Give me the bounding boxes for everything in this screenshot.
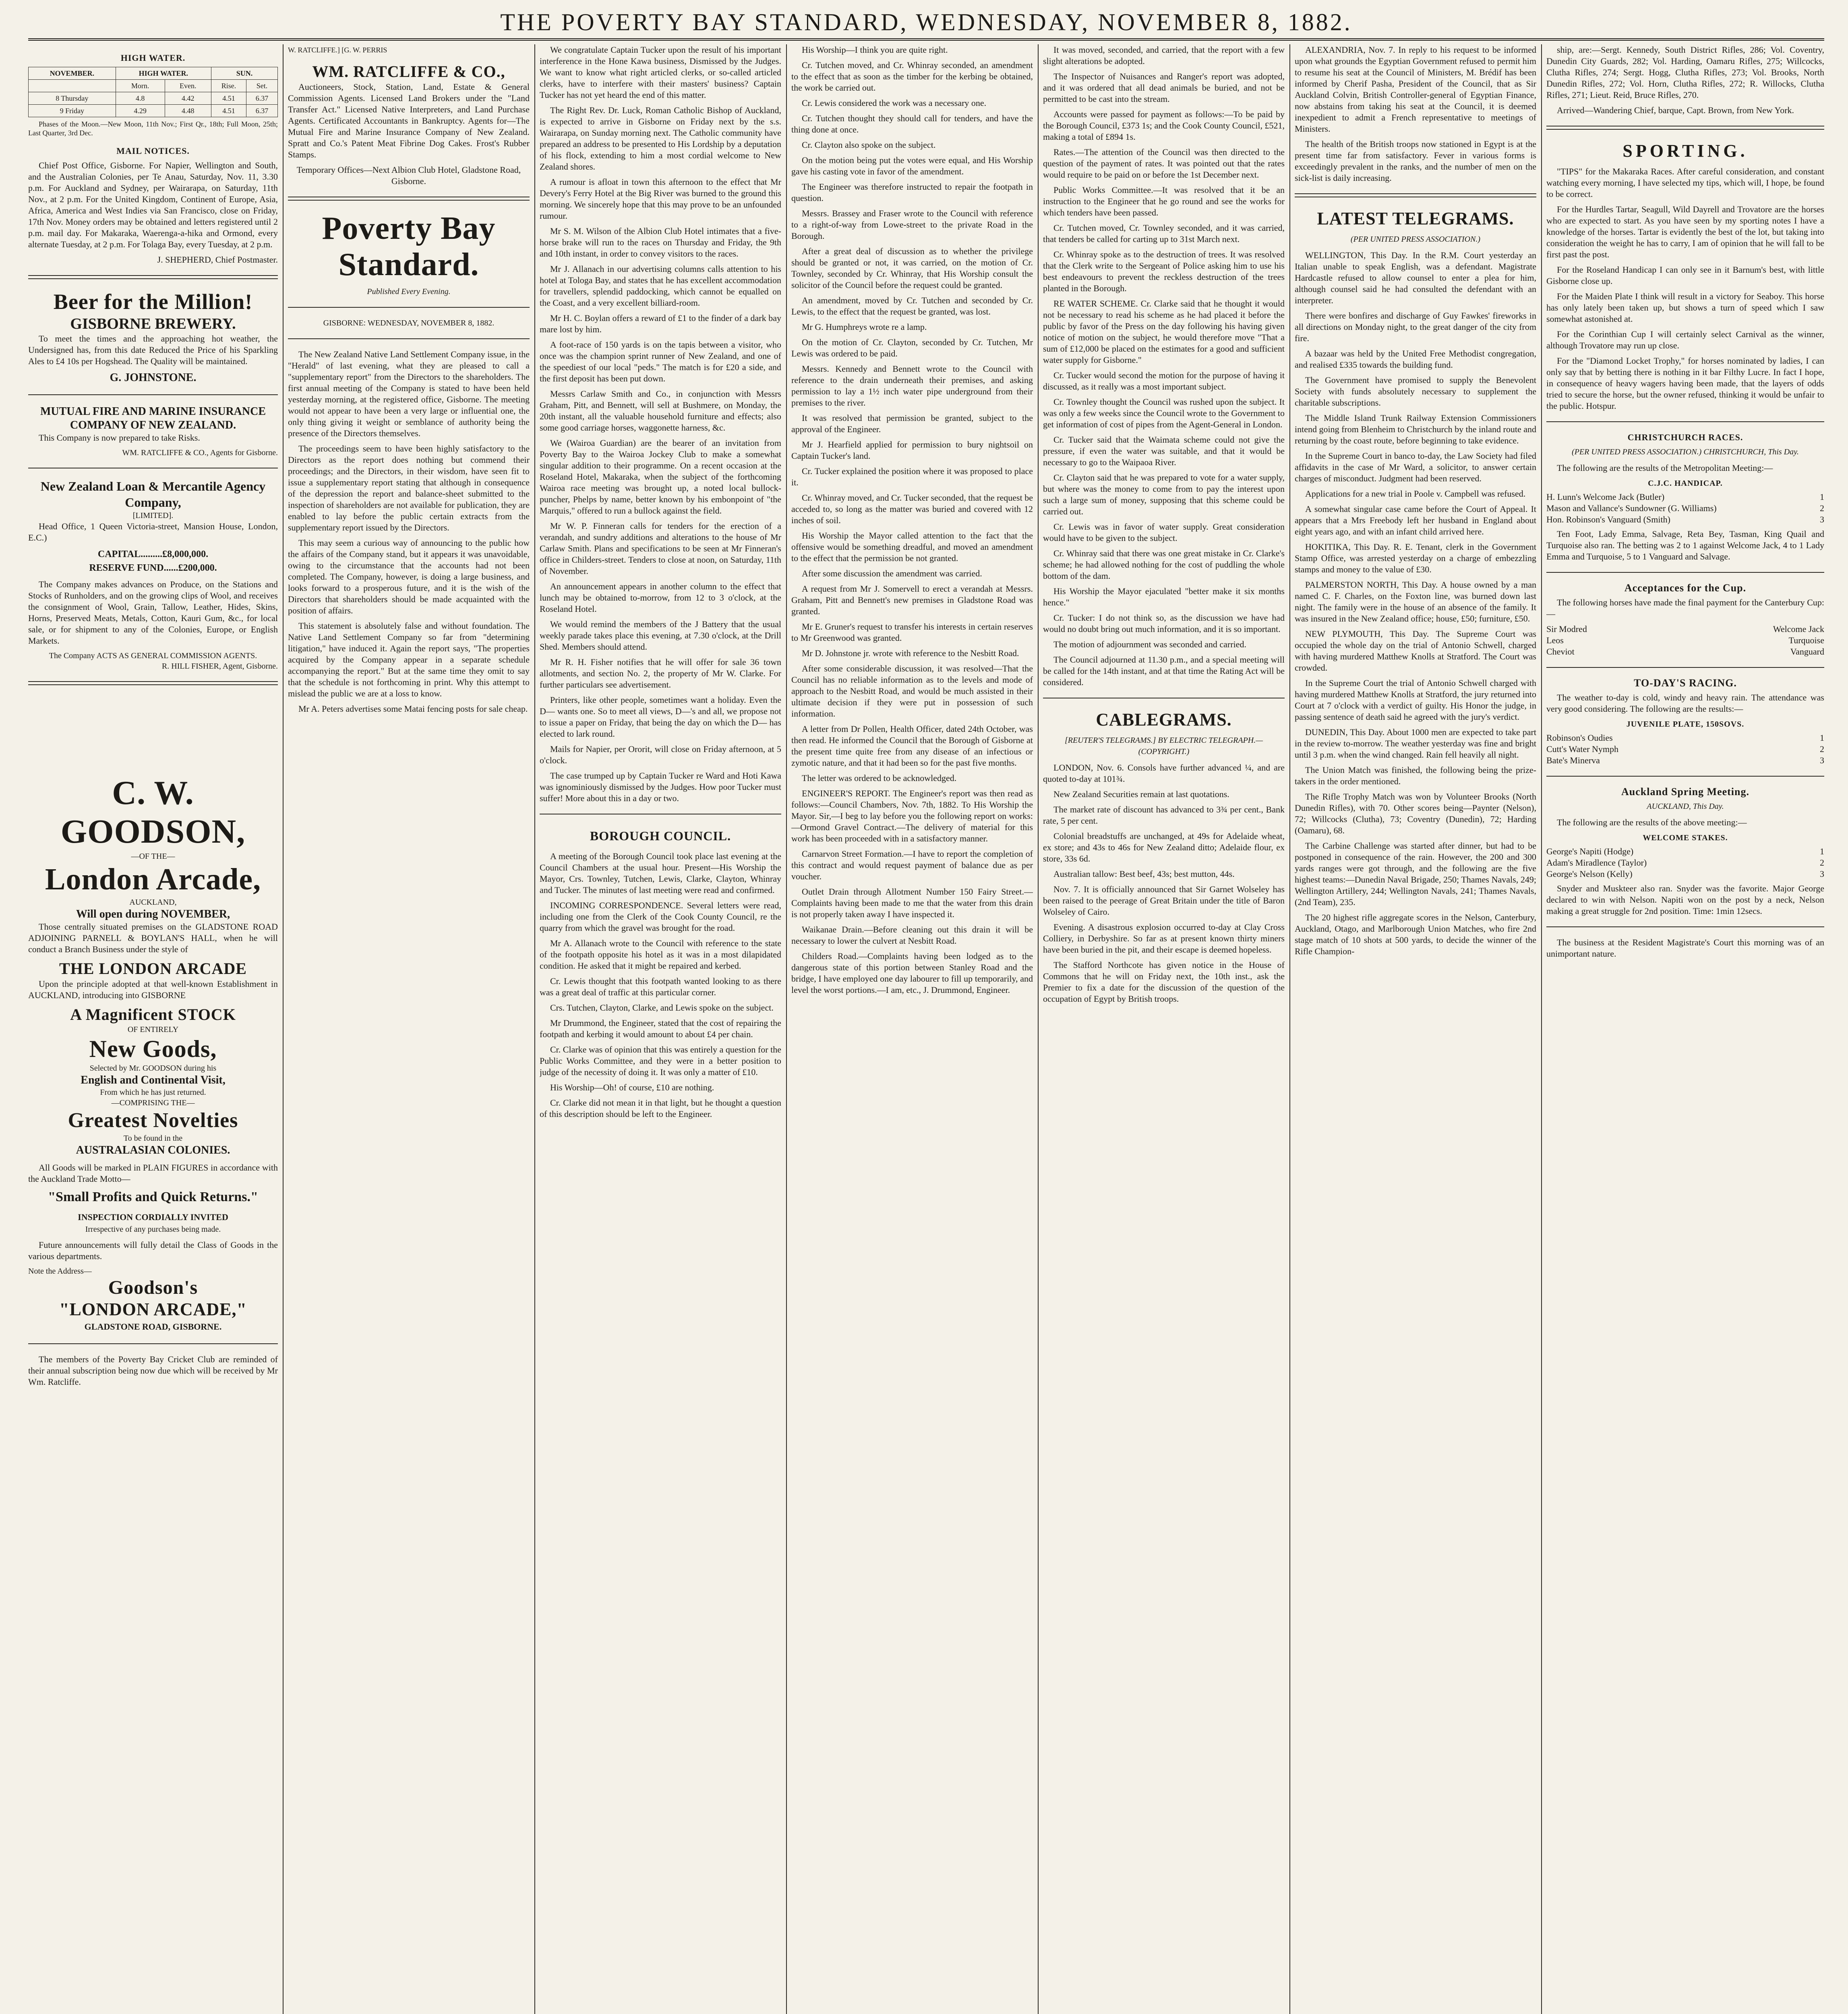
borough-paragraph: Cr. Tucker explained the position where it was proposed to place it.: [791, 466, 1033, 487]
telegram-paragraph: In the Supreme Court the trial of Antonio Schwell charged with having murdered Matthew Knolls at Stratford, the jury returned into Court at 7 o'clock with a verdict of guilty. His Honor the judge, in passing sentence of death said he agreed with the jury's verdict.: [1295, 678, 1536, 722]
sporting-paragraph: For the "Diamond Locket Trophy," for horses nominated by ladies, I can only say that by betting there is nothing in it bar Filthy Lucre. In fact I hope, in consequence of heavy wagers having been made, that the layers of odds tried to secure the horse, but the owner refused, thinking it would be unfair to the public. Hotspur.: [1546, 356, 1824, 411]
goodson-plain: All Goods will be marked in PLAIN FIGURES in accordance with the Auckland Trade Motto—: [28, 1162, 278, 1184]
goodson-ad: [28, 774, 278, 1334]
race-result: [1546, 755, 1824, 766]
borough-paragraph: Mr Drummond, the Engineer, stated that the cost of repairing the footpath and kerbing it would amount to about £4 per chain.: [540, 1018, 781, 1039]
column-rule: [1541, 44, 1542, 2014]
leader-paragraph: The proceedings seem to have been highly satisfactory to the Directors as the report does nothing but commend their proceedings; and the Directors, in their wisdom, have seen fit to issue a supplementary report stating that although in consequence of the depression the report and balance-sheet submitted to the inspection of shareholders are not available for publication, they are enabled to lay before the public certain extracts from the supplementary report issued by the Directors.: [288, 443, 530, 533]
borough-paragraph: Messrs. Kennedy and Bennett wrote to the Council with reference to the drain underneath their premises, and asking permission to lay a 1½ inch water pipe underground from their premises to the river.: [791, 364, 1033, 408]
divider: [1546, 667, 1824, 668]
race-result: [1546, 732, 1824, 744]
tide-cell: 6.37: [246, 92, 277, 105]
telegram-paragraph: HOKITIKA, This Day. R. E. Tenant, clerk in the Government Stamp Office, was arrested yesterday on a charge of embezzling stamps and money to the value of £30.: [1295, 542, 1536, 574]
news-paragraph: Mr J. Allanach in our advertising columns calls attention to his hotel at Tologa Bay, and states that he has excellent accommodation for travellers, splendid paddocking, which cannot be equalled on the Coast, and a very excellent billiard-room.: [540, 264, 781, 308]
cablegrams-sub: [REUTER'S TELEGRAMS.] BY ELECTRIC TELEGRAPH.—(COPYRIGHT.): [1064, 736, 1263, 756]
news-paragraph: The case trumped up by Captain Tucker re Ward and Hoti Kawa was ignominiously dismissed by the Judges. How poor Tucker must suffer! More about this in a day or two.: [540, 771, 781, 803]
telegram-paragraph: The Rifle Trophy Match was won by Volunteer Brooks (North Dunedin Rifles), with 70. Other scores being—Paynter (Nelson), 72; Willcocks (Clutha), 73; Coventry (Dunedin), 72; Harding (Oamaru), 68.: [1295, 792, 1536, 835]
telegram-paragraph: PALMERSTON NORTH, This Day. A house owned by a man named C. F. Charles, on the Foxton line, was burned down last night. The family were in the house of an absence of the family. It was insured in the New Zealand office; house, £50; furniture, £50.: [1295, 580, 1536, 624]
tide-day: Friday: [65, 107, 85, 115]
borough-paragraph: A meeting of the Borough Council took place last evening at the Council Chambers at the usual hour. Present—His Worship the Mayor, Crs. Townley, Tutchen, Lewis, Clarke, Clayton, Whinray and Tucker. The minutes of last meeting were read and confirmed.: [540, 851, 781, 895]
borough-paragraph: Mr G. Humphreys wrote re a lamp.: [802, 322, 927, 332]
final-paragraph: The business at the Resident Magistrate's Court this morning was of an unimportant nature.: [1546, 937, 1824, 959]
tide-table: [28, 67, 278, 117]
news-paragraph: Messrs Carlaw Smith and Co., in conjunction with Messrs Graham, Pitt, and Bennett, will sell at Bushmere, on Monday, the 20th instant, all the valuable household furniture and effects; also some good carriage horses, waggonette harness, &c.: [540, 389, 781, 433]
tide-cell: 4.8: [116, 92, 165, 105]
telegram-paragraph: A bazaar was held by the United Free Methodist congregation, and realised £335 towards the building fund.: [1295, 348, 1536, 370]
goodson-comprising: —COMPRISING THE—: [111, 1098, 195, 1107]
borough-paragraph: Mr D. Johnstone jr. wrote with reference to the Nesbitt Road.: [802, 648, 1019, 658]
nzlm-reserve: RESERVE FUND......£200,000.: [89, 563, 217, 573]
tide-col-high: HIGH WATER.: [116, 67, 211, 80]
race-note: Snyder and Muskteer also ran. Snyder was the favorite. Major George declared to win with Nelson. Napiti won on the post by a neck, Nelson making a great struggle for 2nd position. Time: 1min 12secs.: [1546, 883, 1824, 916]
auckland-sub: AUCKLAND, This Day.: [1647, 802, 1724, 811]
race-note: Ten Foot, Lady Emma, Salvage, Reta Bey, Tasman, King Quail and Turquoise also ran. The betting was 2 to 1 against Welcome Jack, 4 to 1 Lady Emma and Turquoise, 5 to 1 Vanguard and Salvage.: [1546, 529, 1824, 562]
placing: 3: [1820, 514, 1824, 524]
borough-paragraph: A letter from Dr Pollen, Health Officer, dated 24th October, was then read. He informed the Council that the Borough of Gisborne at the present time quite free from any disease of an infectious or zymotic nature, and that it had been so for the past five months.: [791, 724, 1033, 768]
leader-paragraph: The New Zealand Native Land Settlement Company issue, in the "Herald" of last evening, what they are pleased to call a "supplementary report" from the Directors to the shareholders. The first annual meeting of the Company is stated to have been held yesterday morning, at the registered office, Gisborne. The meeting would not appear to have been a very large or influential one, the only thing giving it weight or semblance of authority being the presence of the Directors themselves.: [288, 349, 530, 438]
leader-paragraph: This statement is absolutely false and without foundation. The Native Land Settlement Company so far from "determining litigation," have induced it. Again the report says, "The properties acquired by the Company appear in a separate schedule accompanying the report." But at the same time they omit to say that the schedule is not forthcoming in print. Why this attempt to mislead the public we are at a loss to know.: [288, 621, 530, 698]
moon-phases: Phases of the Moon.—New Moon, 11th Nov.; First Qr., 18th; Full Moon, 25th; Last Quarter, 3rd Dec.: [28, 120, 278, 137]
auckland-intro: The following are the results of the above meeting:—: [1557, 817, 1747, 827]
goodson-london: THE LONDON ARCADE: [59, 959, 247, 978]
goodson-arcade: London Arcade,: [45, 862, 261, 896]
ratcliffe-header: W. RATCLIFFE.] [G. W. PERRIS: [288, 46, 387, 54]
masthead-title: THE POVERTY BAY STANDARD, WEDNESDAY, NOVEMBER 8, 1882.: [500, 9, 1352, 35]
christchurch-intro: The following are the results of the Metropolitan Meeting:—: [1557, 463, 1773, 473]
tide-sub-blank: [29, 80, 116, 92]
race-result: [1546, 503, 1824, 514]
telegram-paragraph: The Union Match was finished, the following being the prize-takers in the order mentioned.: [1295, 765, 1536, 786]
brewer-name: G. JOHNSTONE.: [110, 371, 197, 384]
column-rule: [1038, 44, 1039, 2014]
borough-paragraph: The Engineer was therefore instructed to repair the footpath in question.: [791, 182, 1033, 203]
tide-row: [29, 92, 278, 105]
placing: 2: [1820, 744, 1824, 754]
column-3: [540, 44, 781, 2014]
latest-heading: LATEST TELEGRAMS.: [1317, 209, 1514, 228]
borough-paragraph: Cr. Tucker would second the motion for the purpose of having it discussed, as it really was a most important subject.: [1043, 370, 1285, 392]
telegram-paragraph: In the Supreme Court in banco to-day, the Law Society had filed affidavits in the case of Mr Ward, a solicitor, to answer certain charges of misconduct. Judgment had been reserved.: [1295, 451, 1536, 483]
mail-text: Chief Post Office, Gisborne. For Napier, Wellington and South, and the Australian Colonies, per Te Anau, Saturday, Nov. 11, 3.30 p.m. For Auckland and Sydney, per Wairarapa, on Saturday, 11th Nov., at 2 p.m. For the United Kingdom, Continent of Europe, Asia, Africa, America and West Indies via San Francisco, close on Friday, 17th Nov. Money orders may be obtained and letters registered until 2 p.m. mail day. For Makaraka, Waerenga-a-hika and Ormond, every alternate Tuesday, at 2 p.m. For Tolaga Bay, every Tuesday, at 2 p.m.: [28, 160, 278, 249]
masthead: [28, 6, 1824, 41]
borough-paragraph: Outlet Drain through Allotment Number 150 Fairy Street.—Complaints having been made to me that the water from this drain is not properly taken away I have inspected it.: [791, 887, 1033, 919]
horse: Welcome Jack: [1773, 624, 1824, 634]
tide-cell: 6.37: [246, 105, 277, 117]
divider: [28, 394, 278, 395]
borough-paragraph: The Council adjourned at 11.30 p.m., and a special meeting will be called for the 14th instant, and at that time the Rating Act will be considered.: [1043, 655, 1285, 687]
column-rule: [786, 44, 787, 2014]
goodson-address: Note the Address—: [28, 1267, 92, 1276]
horse: Turquoise: [1788, 635, 1824, 645]
ratcliffe-ad: [288, 62, 530, 187]
leader-paragraph: This may seem a curious way of announcing to the public how the affairs of the Company stand, but it appears it was unavoidable, owing to the circumstance that the accounts had not been completed. The Company, however, is doing a large business, and looks forward to a prosperous future, and it is the wish of the Directors that shareholders should be made acquainted with the position of affairs.: [288, 538, 530, 615]
borough-paragraph: His Worship the Mayor called attention to the fact that the offensive would be something dreadful, and moved an amendment to the effect that the permission be not granted.: [791, 530, 1033, 563]
borough-paragraph: Cr. Clayton also spoke on the subject.: [802, 140, 936, 150]
goodson-motto: "Small Profits and Quick Returns.": [48, 1189, 258, 1204]
goodson-text: Those centrally situated premises on the GLADSTONE ROAD ADJOINING PARNELL & BOYLAN'S HALL, when he will conduct a Branch Business under the style of: [28, 922, 278, 954]
published-line: Published Every Evening.: [367, 287, 451, 296]
goodson-text2: Upon the principle adopted at that well-known Establishment in AUCKLAND, introducing into GISBORNE: [28, 979, 278, 1000]
insurance-title: MUTUAL FIRE AND MARINE INSURANCE COMPANY OF NEW ZEALAND.: [40, 405, 266, 431]
divider: [28, 681, 278, 685]
goodson-novelties: Greatest Novelties: [68, 1109, 238, 1132]
paper-name: Poverty Bay Standard.: [322, 211, 496, 282]
telegram-paragraph: WELLINGTON, This Day. In the R.M. Court yesterday an Italian unable to speak English, was a defendant. Magistrate Hardcastle refused to allow counsel to enter a plea for him, although counsel said he had consulted the defendant with an interpreter.: [1295, 250, 1536, 305]
borough-paragraph: Cr. Clarke was of opinion that this was entirely a question for the Public Works Committee, and they were in a better position to judge of the necessity of doing it. It was only a matter of £10.: [540, 1044, 781, 1077]
cable-paragraph: Australian tallow: Best beef, 43s; best mutton, 44s.: [1053, 869, 1235, 879]
nzlm-office: Head Office, 1 Queen Victoria-street, Mansion House, London, E.C.): [28, 521, 278, 543]
borough-paragraph: Mr E. Gruner's request to transfer his interests in certain reserves to Mr Greenwood was granted.: [791, 622, 1033, 643]
mail-signature: J. SHEPHERD, Chief Postmaster.: [157, 255, 278, 265]
divider: [288, 338, 530, 339]
borough-paragraph: His Worship—Oh! of course, £10 are nothing.: [550, 1082, 714, 1092]
cable-paragraph: New Zealand Securities remain at last quotations.: [1053, 789, 1229, 799]
divider: [1546, 421, 1824, 422]
nzlm-agent: R. HILL FISHER, Agent, Gisborne.: [161, 662, 278, 671]
tide-cell: 4.48: [165, 105, 211, 117]
horse: Sir Modred: [1546, 624, 1587, 634]
placing: 1: [1820, 846, 1824, 856]
column-4: [791, 44, 1033, 2014]
goodson-new: New Goods,: [89, 1036, 217, 1062]
horse: Leos: [1546, 635, 1564, 645]
tide-col-sun: SUN.: [211, 67, 278, 80]
borough-paragraph: Cr. Tutchen moved, and Cr. Whinray seconded, an amendment to the effect that as soon as the timber for the kerbing be obtained, the work be carried out.: [791, 60, 1033, 93]
borough-paragraph: After a great deal of discussion as to whether the privilege should be granted or not, it was carried, on the motion of Cr. Townley, seconded by Cr. Whinray, that His Worship consult the solicitor of the Council before the request could be granted.: [791, 246, 1033, 290]
borough-paragraph: Public Works Committee.—It was resolved that it be an instruction to the Engineer that he go round and see the works for which tenders have been passed.: [1043, 185, 1285, 218]
cable-paragraph: Evening. A disastrous explosion occurred to-day at Clay Cross Colliery, in Derbyshire. So far as at present known thirty miners have been buried in the pit, and their escape is deemed hopeless.: [1043, 922, 1285, 955]
cup-row: [1546, 646, 1824, 657]
cable-paragraph: LONDON, Nov. 6. Consols have further advanced ¼, and are quoted to-day at 101¾.: [1043, 763, 1285, 784]
borough-paragraph: Cr. Tucker: I do not think so, as the discussion we have had would no doubt bring out much information, and it is so important.: [1043, 613, 1285, 634]
horse: Hon. Robinson's Vanguard (Smith): [1546, 514, 1670, 524]
nzlm-ad: [28, 478, 278, 671]
news-paragraph: Mr H. C. Boylan offers a reward of £1 to the finder of a dark bay mare lost by him.: [540, 313, 781, 334]
cablegrams-heading: CABLEGRAMS.: [1096, 710, 1232, 729]
race-result: [1546, 491, 1824, 503]
borough-paragraph: A request from Mr J. Somervell to erect a verandah at Messrs. Graham, Pitt and Bennett's new premises in Gladstone Road was granted.: [791, 584, 1033, 616]
goodson-colonies: AUSTRALASIAN COLONIES.: [76, 1144, 230, 1156]
sporting-paragraph: "TIPS" for the Makaraka Races. After careful consideration, and constant watching every morning, I have selected my tips, which will, I hope, be found to be correct.: [1546, 166, 1824, 199]
placing: 2: [1820, 858, 1824, 868]
placing: 1: [1820, 492, 1824, 502]
sporting-paragraph: For the Roseland Handicap I can only see in it Barnum's best, with little Gisborne close up.: [1546, 265, 1824, 286]
news-paragraph: An announcement appears in another column to the effect that lunch may be obtained to-morrow, from 12 to 3 o'clock, at the Roseland Hotel.: [540, 581, 781, 614]
borough-paragraph: INCOMING CORRESPONDENCE. Several letters were read, including one from the Clerk of the Cook County Council, re the quarry from which the gravel was brought for the road.: [540, 900, 781, 933]
borough-paragraph: His Worship—I think you are quite right.: [802, 45, 948, 55]
goodson-open: Will open during NOVEMBER,: [76, 908, 230, 920]
borough-paragraph: Cr. Clayton said that he was prepared to vote for a water supply, but where was the money to come from to pay the interest upon such a large sum of money, supposing that this scheme could be carried out.: [1043, 472, 1285, 516]
goodson-footer-name: Goodson's: [108, 1277, 198, 1298]
placing: 1: [1820, 733, 1824, 743]
telegram-paragraph: There were bonfires and discharge of Guy Fawkes' fireworks in all directions on Monday night, to the great danger of the city from fire.: [1295, 311, 1536, 343]
column-rule: [1289, 44, 1290, 2014]
tide-month: NOVEMBER.: [29, 67, 116, 80]
news-paragraph: Mr W. P. Finneran calls for tenders for the erection of a verandah, and sundry additions and alterations to the house of Mr Carlaw Smith. Plans and specifications to be seen at Mr Finneran's office in Childers-street. Tenders to close at noon, on Saturday, 11th of November.: [540, 521, 781, 576]
tide-heading: HIGH WATER.: [120, 53, 186, 63]
telegram-paragraph: The Government have promised to supply the Benevolent Society with funds absolutely necessary to supplement the charitable subscriptions.: [1295, 375, 1536, 408]
sporting-heading: SPORTING.: [1622, 141, 1748, 161]
latest-sub: (PER UNITED PRESS ASSOCIATION.): [1350, 235, 1481, 244]
news-paragraph: A rumour is afloat in town this afternoon to the effect that Mr Devery's Ferry Hotel at the Big River was burned to the ground this morning. We sincerely hope that this may prove to be an unfounded rumour.: [540, 177, 781, 221]
horse: Robinson's Oudies: [1546, 733, 1613, 743]
sporting-paragraph: For the Maiden Plate I think will result in a victory for Seaboy. This horse has only lately been taken up, but shows a turn of speed which I saw somewhat astonished at.: [1546, 291, 1824, 324]
borough-paragraph: Waikanae Drain.—Before cleaning out this drain it will be necessary to lower the culvert at Nesbitt Road.: [791, 924, 1033, 946]
placing: 3: [1820, 755, 1824, 765]
brewery-text: To meet the times and the approaching hot weather, the Undersigned has, from this date Reduced the Price of his Sparkling Ales to £4 10s per Hogshead. The Quality will be maintained.: [28, 334, 278, 366]
borough-paragraph: After some considerable discussion, it was resolved—That the Council has no reliable information as to the levels and mode of approach to the Nesbitt Road, and would be much assisted in their ultimate decision if they were put in possession of such information.: [791, 663, 1033, 719]
news-paragraph: We would remind the members of the J Battery that the usual weekly parade takes place this evening, at 7.30 o'clock, at the Drill Shed. Members should attend.: [540, 619, 781, 652]
borough-paragraph: An amendment, moved by Cr. Tutchen and seconded by Cr. Lewis, to the effect that the request be granted, was lost.: [791, 295, 1033, 317]
race-name: WELCOME STAKES.: [1643, 833, 1728, 842]
borough-paragraph: Mr A. Allanach wrote to the Council with reference to the state of the footpath opposite his hotel as it was in a most dilapidated condition. He asked that it might be repaired and kerbed.: [540, 938, 781, 971]
divider: [1546, 126, 1824, 130]
news-paragraph: Mr R. H. Fisher notifies that he will offer for sale 36 town allotments, and section No. 2, the property of Mr W. Clarke. For further particulars see advertisement.: [540, 657, 781, 690]
goodson-inspection: INSPECTION CORDIALLY INVITED: [78, 1212, 228, 1222]
insurance-ad: [28, 405, 278, 458]
cup-row: [1546, 624, 1824, 635]
insurance-agent: WM. RATCLIFFE & CO., Agents for Gisborne.: [122, 448, 278, 457]
news-paragraph: Mr S. M. Wilson of the Albion Club Hotel intimates that a five-horse brake will run to the races on Thursday and Friday, the 9th and 10th instant, in order to convey visitors to the races.: [540, 226, 781, 259]
divider: [1546, 572, 1824, 573]
borough-paragraph: The letter was ordered to be acknowledged.: [802, 773, 957, 783]
divider: [288, 307, 530, 308]
race-result: [1546, 846, 1824, 857]
news-paragraph: Printers, like other people, sometimes want a holiday. Even the D— wants one. So to meet all views, D—'s and all, we propose not to issue a paper on Friday, that being the day on which the D— has elected to lark round.: [540, 695, 781, 739]
goodson-future: Future announcements will fully detail the Class of Goods in the various departments.: [28, 1240, 278, 1261]
column-7: [1546, 44, 1824, 2014]
news-paragraph: Mails for Napier, per Ororit, will close on Friday afternoon, at 5 o'clock.: [540, 744, 781, 765]
borough-paragraph: His Worship the Mayor ejaculated "better make it six months hence.": [1043, 586, 1285, 607]
tide-sub: Rise.: [211, 80, 246, 92]
column-6: [1295, 44, 1536, 2014]
goodson-found: To be found in the: [123, 1134, 183, 1143]
dateline: GISBORNE: WEDNESDAY, NOVEMBER 8, 1882.: [323, 319, 495, 327]
borough-paragraph: On the motion of Cr. Clayton, seconded by Cr. Tutchen, Mr Lewis was ordered to be paid.: [791, 337, 1033, 358]
horse: H. Lunn's Welcome Jack (Butler): [1546, 492, 1665, 502]
ratcliffe-firm: WM. RATCLIFFE & CO.,: [312, 62, 505, 81]
borough-paragraph: Messrs. Brassey and Fraser wrote to the Council with reference to a right-of-way from Lowe-street to the private Road in the Borough.: [791, 208, 1033, 241]
goodson-city: AUCKLAND,: [129, 898, 177, 907]
tide-cell: 4.51: [211, 92, 246, 105]
tide-sub: Even.: [165, 80, 211, 92]
borough-paragraph: Cr. Lewis was in favor of water supply. Great consideration would have to be given to the subject.: [1043, 522, 1285, 543]
telegram-paragraph: DUNEDIN, This Day. About 1000 men are expected to take part in the review to-morrow. The weather yesterday was fine and bright until 3 p.m. when the wind changed. Rain fell heavily all night.: [1295, 727, 1536, 760]
goodson-which: From which he has just returned.: [100, 1088, 206, 1097]
telegram-paragraph: The 20 highest rifle aggregate scores in the Nelson, Canterbury, Auckland, Otago, and Marlborough Union Matches, who fire 2nd stage match of 10 shots at 500 yards, to decide the winner of the Rifle Champion-: [1295, 912, 1536, 956]
borough-paragraph: Cr. Tutchen thought they should call for tenders, and have the thing done at once.: [791, 113, 1033, 135]
goodson-irrespective: Irrespective of any purchases being made.: [85, 1225, 221, 1234]
borough-paragraph: The motion of adjournment was seconded and carried.: [1053, 639, 1246, 649]
placing: 3: [1820, 869, 1824, 879]
auckland-heading: Auckland Spring Meeting.: [1621, 786, 1749, 798]
brewery-name: GISBORNE BREWERY.: [70, 315, 236, 332]
borough-paragraph: Cr. Clarke did not mean it in that light, but he thought a question of this description should be left to the Engineer.: [540, 1098, 781, 1119]
cable-paragraph: The Stafford Northcote has given notice in the House of Commons that he will on Friday next, the 10th inst., ask the Premier to fix a date for the discussion of the question of the occupation of Egypt by British troops.: [1043, 960, 1285, 1004]
tide-day: Thursday: [61, 94, 89, 102]
column-5: [1043, 44, 1285, 2014]
beer-title: Beer for the Million!: [53, 290, 253, 314]
news-paragraph: We congratulate Captain Tucker upon the result of his important interference in the Hone Kawa business, Dismissed by the Judges. We want to know what right articled clerks, or so-called articled clerks, have to interfere with their masters' business? Captain Tucker has not yet heard the end of this matter.: [540, 45, 781, 100]
telegram-paragraph: ship, are:—Sergt. Kennedy, South District Rifles, 286; Vol. Coventry, Dunedin City Guards, 282; Vol. Harding, Oamaru Rifles, 275; Willcocks, Clutha Rifles, 274; Sergt. Hogg, Clutha Rifles, 273; Vol. Brooks, North Dunedin Rifles, 272; Vol. Horn, Clutha Rifles, 272; R. Willocks, Clutha Rifles, 271; Lieut. Reid, Bruce Rifles, 270.: [1546, 45, 1824, 100]
tide-day-num: 9: [60, 107, 64, 115]
telegram-paragraph: Arrived—Wandering Chief, barque, Capt. Brown, from New York.: [1557, 105, 1794, 115]
goodson-visit: English and Continental Visit,: [81, 1074, 226, 1086]
borough-paragraph: Cr. Whinray spoke as to the destruction of trees. It was resolved that the Clerk write to the Sergeant of Police asking him to use his best endeavours to prevent the reckless destruction of the trees planted in the Borough.: [1043, 249, 1285, 293]
news-paragraph: We (Wairoa Guardian) are the bearer of an invitation from Poverty Bay to the Wairoa Jockey Club to make a somewhat singular addition to their programme. On a recent occasion at the Roseland Hotel, Makaraka, when the subject of the forthcoming Wairoa race meeting was brought up, a noted local bullock-puncher, Phelps by name, better known by his embonpoint of "the Marquis," offered to run a bullock against the field.: [540, 438, 781, 516]
telegram-paragraph: Applications for a new trial in Poole v. Campbell was refused.: [1305, 489, 1526, 499]
borough-paragraph: After some discussion the amendment was carried.: [802, 568, 982, 578]
borough-paragraph: Cr. Lewis considered the work was a necessary one.: [802, 98, 987, 108]
cable-paragraph: The market rate of discount has advanced to 3¾ per cent., Bank rate, 5 per cent.: [1043, 804, 1285, 826]
today-intro: The weather to-day is cold, windy and heavy rain. The attendance was very good considering. The following are the results:—: [1546, 692, 1824, 714]
borough-paragraph: Accounts were passed for payment as follows:—To be paid by the Borough Council, £373 1s; and the Cook County Council, £521, making a total of £894 1s.: [1043, 109, 1285, 142]
cable-paragraph: Nov. 7. It is officially announced that Sir Garnet Wolseley has been raised to the peerage of Great Britain under the title of Baron Wolseley of Cairo.: [1043, 884, 1285, 917]
borough-paragraph: It was resolved that permission be granted, subject to the approval of the Engineer.: [791, 413, 1033, 434]
sporting-paragraph: For the Corinthian Cup I will certainly select Carnival as the winner, although Trovatore may run up close.: [1546, 329, 1824, 350]
mail-heading: MAIL NOTICES.: [116, 146, 190, 156]
race-result: [1546, 514, 1824, 525]
column-rule: [283, 44, 284, 2014]
horse: Vanguard: [1790, 646, 1824, 657]
borough-paragraph: RE WATER SCHEME. Cr. Clarke said that he thought it would not be necessary to read his scheme as he had placed it before the public by favor of the Press on the day following his having given notice of motion on the subject, he would therefore move "That a sum of £12,000 be placed on the estimates for a good and sufficient water supply for Gisborne.": [1043, 298, 1285, 365]
goodson-stock: A Magnificent STOCK: [70, 1005, 236, 1024]
nzlm-title: New Zealand Loan & Mercantile Agency Company,: [40, 479, 266, 510]
race-result: [1546, 857, 1824, 868]
horse: Cheviot: [1546, 646, 1575, 657]
divider: [28, 1343, 278, 1344]
borough-paragraph: Cr. Whinray moved, and Cr. Tucker seconded, that the request be acceded to, so long as the matter was buried and covered with 12 inches of soil.: [791, 493, 1033, 525]
borough-paragraph: It was moved, seconded, and carried, that the report with a few slight alterations be adopted.: [1043, 45, 1285, 66]
goodson-of: —OF THE—: [131, 852, 175, 861]
borough-paragraph: Cr. Tutchen moved, Cr. Townley seconded, and it was carried, that tenders be called for carting up to 31st March next.: [1043, 223, 1285, 244]
borough-paragraph: Cr. Townley thought the Council was rushed upon the subject. It was only a few weeks since the Council wrote to the Government to get information of cost of pipes from the Agent-General in London.: [1043, 397, 1285, 429]
tide-row: [29, 105, 278, 117]
horse: George's Napiti (Hodge): [1546, 846, 1634, 856]
christchurch-sub: (PER UNITED PRESS ASSOCIATION.) CHRISTCHURCH, This Day.: [1572, 448, 1799, 456]
tide-sub: Morn.: [116, 80, 165, 92]
borough-paragraph: Carnarvon Street Formation.—I have to report the completion of this contract and would request payment of balance due as per voucher.: [791, 849, 1033, 881]
tide-cell: 4.42: [165, 92, 211, 105]
borough-paragraph: On the motion being put the votes were equal, and His Worship gave his casting vote in favor of the amendment.: [791, 155, 1033, 176]
cable-paragraph: Colonial breadstuffs are unchanged, at 49s for Adelaide wheat, ex store; and 43s to 46s for New Zealand ditto; Adelaide flour, ex store, 33s 6d.: [1043, 831, 1285, 864]
brewery-ad: [28, 289, 278, 385]
cable-paragraph: ALEXANDRIA, Nov. 7. In reply to his request to be informed upon what grounds the Egyptian Government refused to permit him to resume his seat at the Council of Ministers, M. Brédif has been informed by Cherif Pasha, President of the Council, that as Sir Auckland Colvin, British Controller-general of Egyptian Finance, now abstains from taking his seat at the Council, it is deemed inexpedient to admit a French representative to meetings of Ministers.: [1295, 45, 1536, 134]
horse: Adam's Miradlence (Taylor): [1546, 858, 1647, 868]
placing: 2: [1820, 503, 1824, 513]
column-1: [28, 44, 278, 2014]
nzlm-limited: [LIMITED].: [132, 511, 174, 520]
cup-intro: The following horses have made the final payment for the Canterbury Cup:—: [1546, 597, 1824, 619]
cup-row: [1546, 635, 1824, 646]
telegram-paragraph: The Carbine Challenge was started after dinner, but had to be postponed in consequence of the rain. However, the 200 and 300 yards ranges were got through, and the following are the five highest teams:—Dunedin Naval Brigade, 250; Thames Navals, 249; Wellington Artillery, 244; Wellington Navals, 241; Thames Navals, (2nd Team), 235.: [1295, 841, 1536, 907]
telegram-paragraph: A somewhat singular case came before the Court of Appeal. It appears that a Mrs Freebody left her husband in England about eight years ago, and with an infant child arrived here.: [1295, 504, 1536, 537]
borough-paragraph: Cr. Whinray said that there was one great mistake in Cr. Clarke's scheme; he had allowed nothing for the cost of puddling the whole bottom of the dam.: [1043, 548, 1285, 581]
horse: George's Nelson (Kelly): [1546, 869, 1633, 879]
tide-cell: 4.29: [116, 105, 165, 117]
nzlm-agents: The Company ACTS AS GENERAL COMMISSION AGENTS.: [49, 651, 257, 660]
horse: Cutt's Water Nymph: [1546, 744, 1618, 754]
borough-paragraph: The Inspector of Nuisances and Ranger's report was adopted, and it was ordered that all dead animals be buried, and not be permitted to be cast into the stream.: [1043, 71, 1285, 104]
nzlm-capital: CAPITAL.........£8,000,000.: [97, 549, 209, 559]
goodson-entirely: OF ENTIRELY: [127, 1025, 179, 1034]
goodson-selected: Selected by Mr. GOODSON during his: [89, 1064, 217, 1073]
sporting-paragraph: For the Hurdles Tartar, Seagull, Wild Dayrell and Trovatore are the horses who are expected to start. As you have seen by my sporting notes I have a knowledge of the horses. Tartar is evidently the best of the lot, but taking into consideration the weight he has to carry, I am of opinion that he will fall to be first past the post.: [1546, 204, 1824, 259]
divider: [288, 197, 530, 201]
column-rule: [534, 44, 535, 2014]
today-heading: TO-DAY'S RACING.: [1634, 677, 1737, 689]
telegram-paragraph: NEW PLYMOUTH, This Day. The Supreme Court was occupied the whole day on the trial of Antonio Schwell, charged with having murdered Matthew Knolls at Stratford. The Court was crowded.: [1295, 629, 1536, 673]
race-result: [1546, 744, 1824, 755]
race-name: JUVENILE PLATE, 150SOVS.: [1626, 720, 1745, 729]
race-result: [1546, 868, 1824, 880]
cricket-notice: The members of the Poverty Bay Cricket Club are reminded of their annual subscription being now due which will be received by Mr Wm. Ratcliffe.: [28, 1354, 278, 1387]
leader-paragraph: Mr A. Peters advertises some Matai fencing posts for sale cheap.: [298, 704, 528, 714]
borough-paragraph: ENGINEER'S REPORT. The Engineer's report was then read as follows:—Council Chambers, Nov. 7th, 1882. To His Worship the Mayor. Sir,—I beg to lay before you the following report on works:—Ormond Gravel Contract.—The delivery of material for this work has been proceeded with in a satisfactory manner.: [791, 788, 1033, 843]
goodson-footer-road: GLADSTONE ROAD, GISBORNE.: [84, 1322, 222, 1332]
cup-heading: Acceptances for the Cup.: [1624, 582, 1747, 594]
divider: [28, 275, 278, 279]
borough-paragraph: Cr. Tucker said that the Waimata scheme could not give the pressure, if even the water was suitable, and that it would be necessary to go to the Waipaoa River.: [1043, 435, 1285, 467]
cable-paragraph: The health of the British troops now stationed in Egypt is at the present time far from satisfactory. Fever in various forms is exceedingly prevalent in the ranks, and the number of men on the sick-list is daily increasing.: [1295, 139, 1536, 183]
tide-cell: 4.51: [211, 105, 246, 117]
borough-heading: BOROUGH COUNCIL.: [590, 829, 731, 843]
tide-day-num: 8: [56, 94, 60, 102]
horse: Bate's Minerva: [1546, 755, 1600, 765]
horse: Mason and Vallance's Sundowner (G. Williams): [1546, 503, 1717, 513]
borough-paragraph: Cr. Lewis thought that this footpath wanted looking to as there was a great deal of traffic at this particular corner.: [540, 976, 781, 997]
divider: [1295, 193, 1536, 197]
borough-paragraph: Crs. Tutchen, Clayton, Clarke, and Lewis spoke on the subject.: [550, 1003, 774, 1013]
ratcliffe-text: Auctioneers, Stock, Station, Land, Estate & General Commission Agents. Licensed Land Brokers under the "Land Transfer Act." Licensed Native Interpreters, and Land Purchase Agents. Certificated Accountants in Bankruptcy. Agents for—The Mutual Fire and Marine Insurance Company of New Zealand. Spratt and Co.'s Patent Meat Fibrine Dog Cakes. Frost's Rubber Stamps.: [288, 82, 530, 160]
news-paragraph: The Right Rev. Dr. Luck, Roman Catholic Bishop of Auckland, is expected to arrive in Gisborne on Friday next by the s.s. Wairarapa, on Sunday morning next. The Catholic community have prepared an address to be presented to His Lordship by a deputation of his flock, extending to him a most cordial welcome to New Zealand shores.: [540, 105, 781, 172]
divider: [1546, 776, 1824, 777]
news-paragraph: A foot-race of 150 yards is on the tapis between a visitor, who once was the champion sprint runner of New Zealand, and one of the speediest of our local "peds." The match is for £20 a side, and the first deposit has been put down.: [540, 340, 781, 383]
race-name: C.J.C. HANDICAP.: [1648, 479, 1723, 488]
goodson-name: C. W. GOODSON,: [60, 774, 246, 850]
christchurch-heading: CHRISTCHURCH RACES.: [1627, 432, 1743, 442]
nzlm-text: The Company makes advances on Produce, on the Stations and Stocks of Runholders, and on the growing clips of Wool, and receives the consignment of Wool, Grain, Tallow, Leather, Hides, Skins, Horns, Preserved Meats, Metals, Cotton, Kauri Gum, &c., for local sale, or for shipment to any of the Colonies, Europe, or English Markets.: [28, 579, 278, 646]
tide-sub: Set.: [246, 80, 277, 92]
borough-paragraph: Mr J. Hearfield applied for permission to bury nightsoil on Captain Tucker's land.: [791, 439, 1033, 461]
telegram-paragraph: The Middle Island Trunk Railway Extension Commissioners intend going from Blenheim to Christchurch by the inland route and returning by the coast route, before beginning to take evidence.: [1295, 413, 1536, 445]
insurance-text: This Company is now prepared to take Risks.: [39, 433, 200, 443]
column-2: [288, 44, 530, 2014]
borough-paragraph: Rates.—The attention of the Council was then directed to the question of the payment of rates. It was pointed out that the rates would require to be paid on or before the 1st December next.: [1043, 147, 1285, 180]
goodson-footer-arcade: "LONDON ARCADE,": [59, 1299, 247, 1319]
divider: [1546, 926, 1824, 927]
borough-paragraph: Childers Road.—Complaints having been lodged as to the dangerous state of this portion between Stanley Road and the bridge, I have employed one day labourer to fill up temporarily, and level the worst portions.—I am, etc., J. Drummond, Engineer.: [791, 951, 1033, 995]
ratcliffe-office: Temporary Offices—Next Albion Club Hotel, Gladstone Road, Gisborne.: [296, 165, 521, 186]
